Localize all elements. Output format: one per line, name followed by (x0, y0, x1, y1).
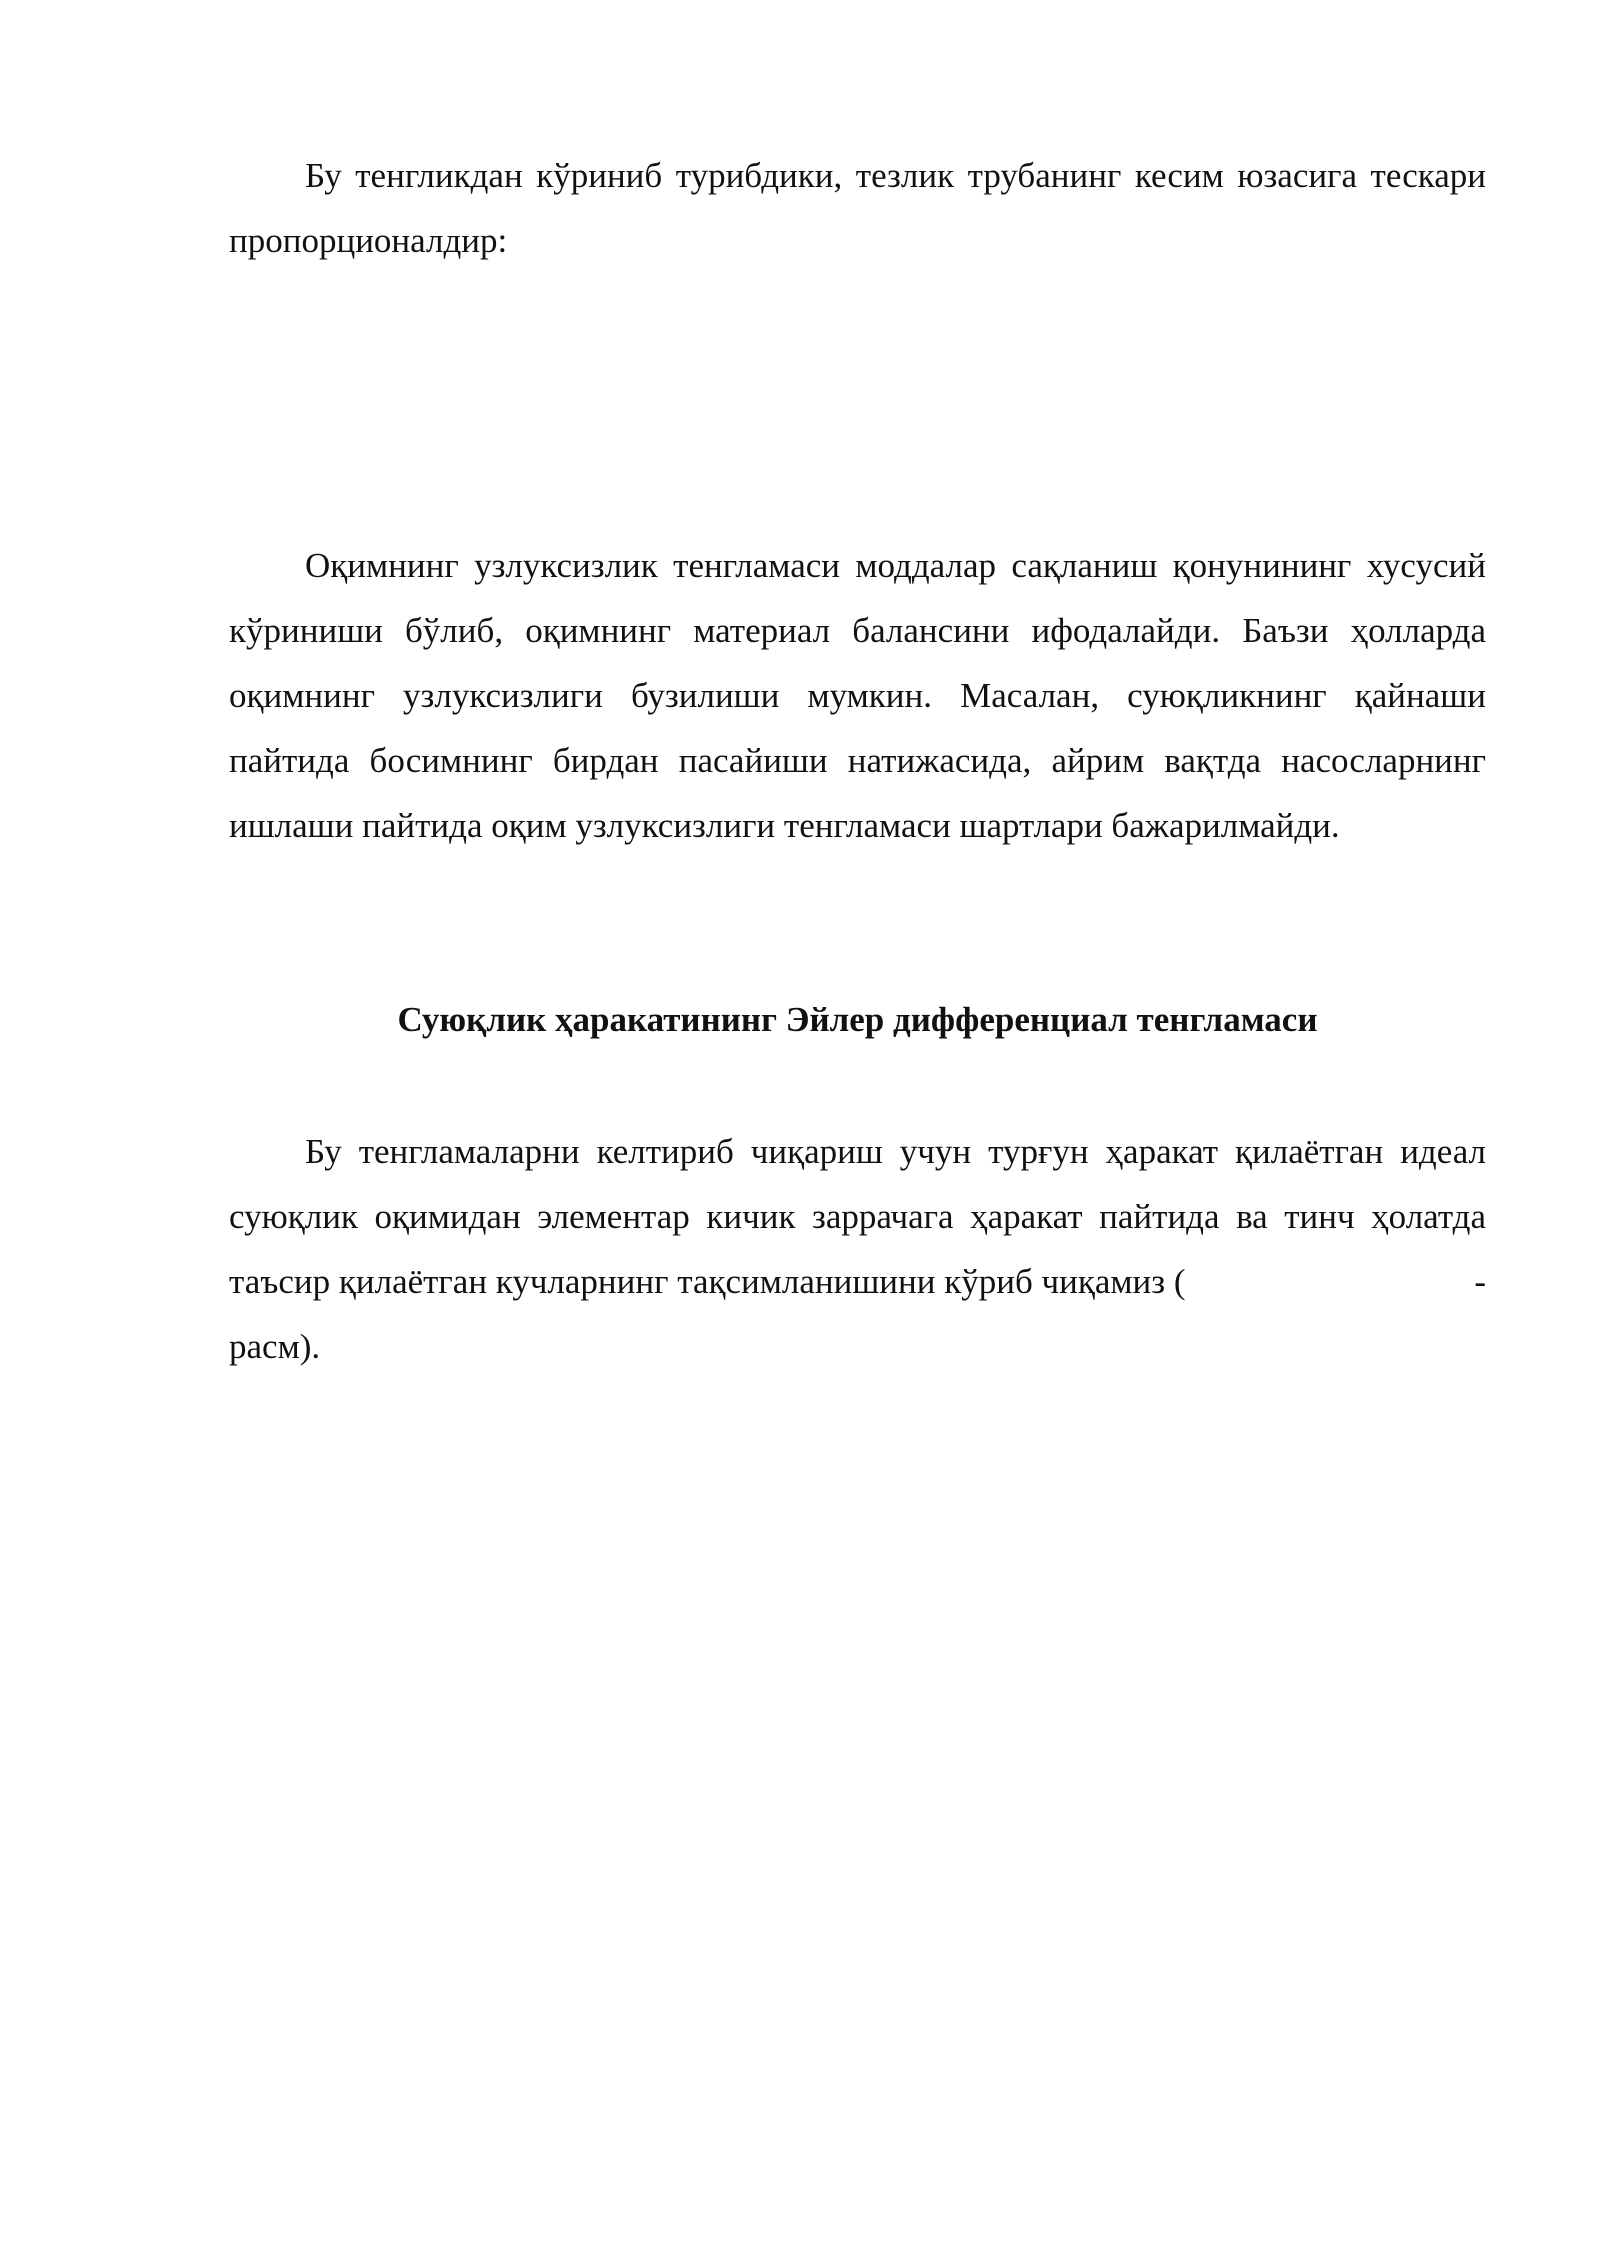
paragraph-velocity-inverse-proportional: Бу тенгликдан кўриниб турибдики, тезлик трубанинг кесим юзасига тескари пропорционалдир: (229, 156, 1486, 260)
figure-reference-dash: - (1474, 1262, 1486, 1301)
paragraph-euler-derivation (229, 1119, 1486, 1379)
section-heading-euler-equation: Суюқлик ҳаракатининг Эйлер дифференциал тенгламаси (397, 1000, 1318, 1039)
figure-reference-tail: расм). (229, 1327, 321, 1366)
paragraph-continuity-equation: Оқимнинг узлуксизлик тенгламаси моддалар сақланиш қонунининг хусусий кўриниши бўлиб, оқимнинг материал балансини ифодалайди. Баъзи ҳолларда оқимнинг узлуксизлиги бузилиши мумкин. Масалан, суюқликнинг қайнаши пайтида босимнинг бирдан пасайиши натижасида, айрим вақтда насосларнинг ишлаши пайтида оқим узлуксизлиги тенгламаси шартлари бажарилмайди. (229, 546, 1486, 845)
paragraph-euler-derivation-text: Бу тенгламаларни келтириб чиқариш учун турғун ҳаракат қилаётган идеал суюқлик оқимидан элементар кичик заррачага ҳаракат пайтида ва тинч ҳолатда таъсир қилаётган кучларнинг тақсимланишини кўриб чиқамиз ( (229, 1132, 1486, 1301)
